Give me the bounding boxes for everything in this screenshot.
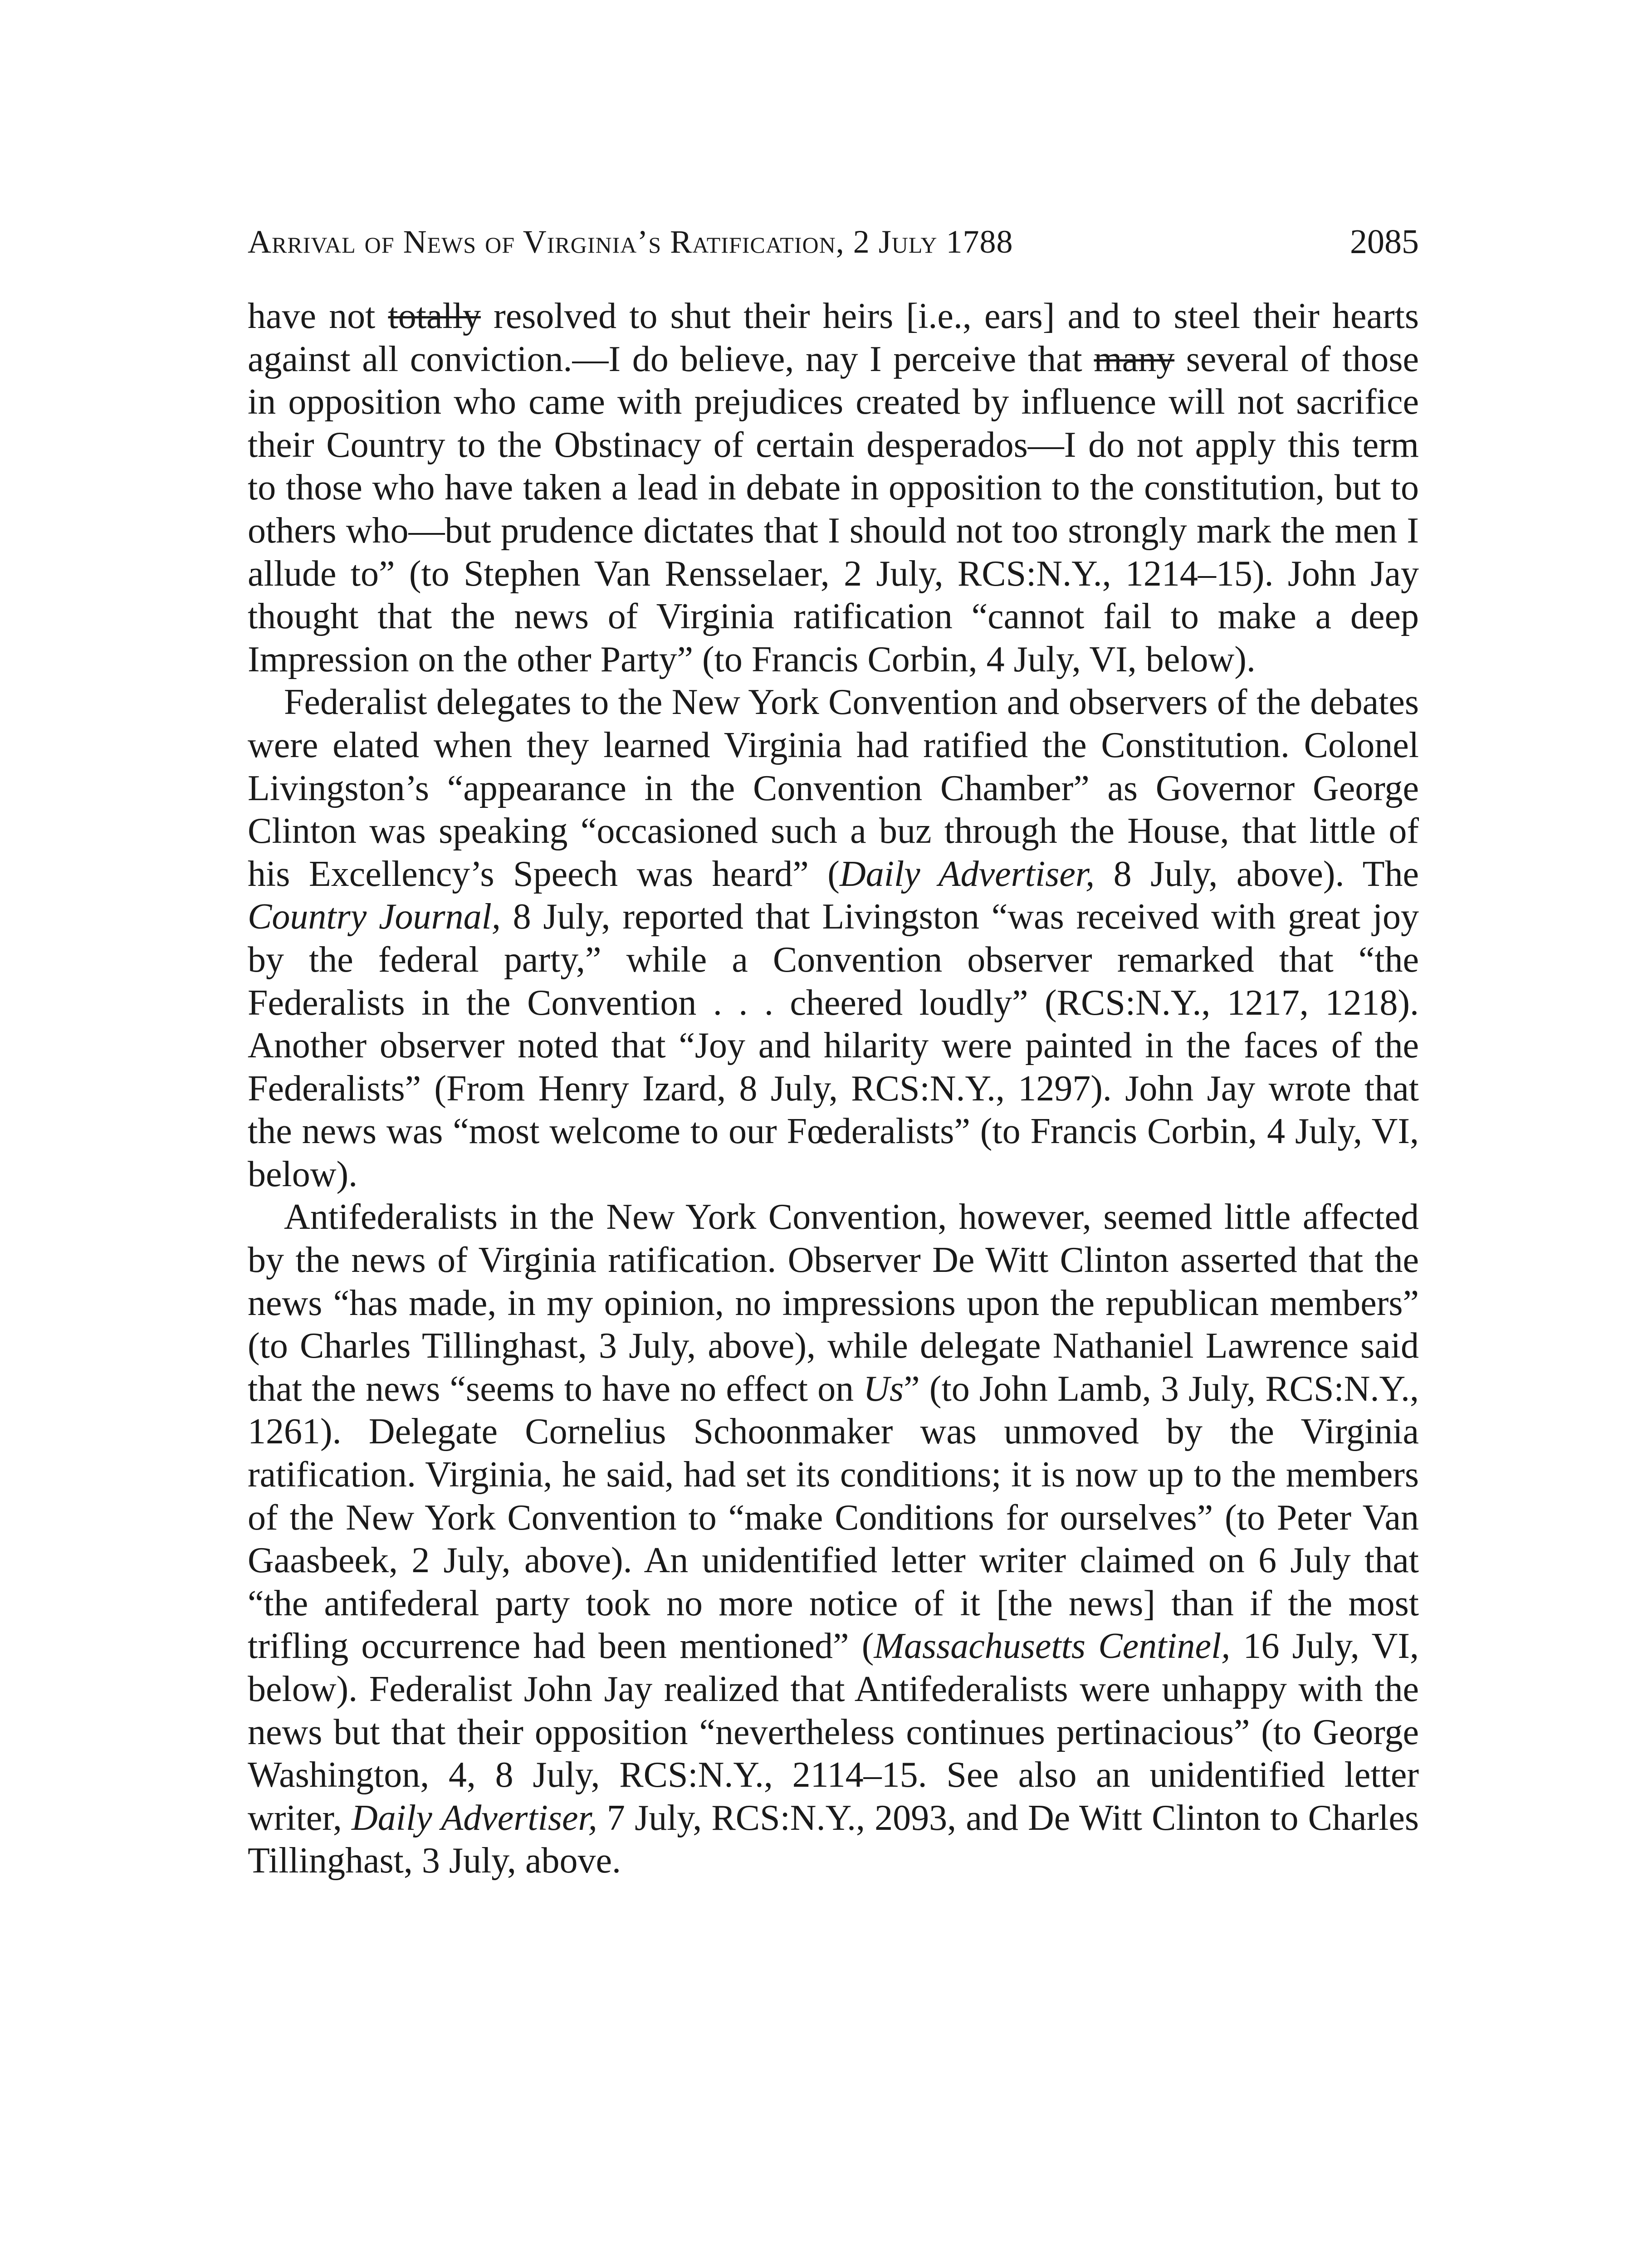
italic-title: Massachusetts Centinel, <box>874 1626 1231 1667</box>
text-run: 7 July, RCS:N.Y., 2093, and De Witt Clinton to Charles Tillinghast, 3 July, above. <box>248 1798 1419 1881</box>
text-run: Antifederalists in the New York Convention, however, seemed little affected by the news of Virginia ratification. Observer De Witt Clinton asserted that the news “has made, in my opinion, no impressions upon the republican members” (to Charles Tillinghast, 3 July, above), while delegate Nathaniel Lawrence said that the news “seems to have no effect on <box>248 1197 1419 1409</box>
italic-word: Us <box>863 1369 904 1409</box>
text-run: Federalist delegates to the New York Convention and observers of the debates were elated when they learned Virginia had ratified the Constitution. Colonel Livingston’s “appearance in the Convention Chamber” as Governor George Clinton was speaking “occasioned such a buz through the House, that little of his Excellency’s Speech was heard” ( <box>248 682 1419 894</box>
text-run: 8 July, reported that Livingston “was received with great joy by the federal party,” while a Convention observer remarked that “the Federalists in the Convention . . . cheered loudly” (RCS:N.Y., 1217, 1218). Another observer noted that “Joy and hilarity were painted in the faces of the Federalists” (From Henry Izard, 8 July, RCS:N.Y., 1297). John Jay wrote that the news was “most welcome to our Fœderalists” (to Francis Corbin, 4 July, VI, below). <box>248 897 1419 1194</box>
struck-word: many <box>1094 339 1175 379</box>
text-run: have not <box>248 296 388 336</box>
page-header <box>248 217 1419 267</box>
italic-title: Country Journal, <box>248 897 501 937</box>
text-run: several of those in opposition who came with prejudices created by influence will not sacrifice their Country to the Obstinacy of certain desperados—I do not apply this term to those who have taken a lead in debate in opposition to the constitution, but to others who—but prudence dictates that I should not too strongly mark the men I allude to” (to Stephen Van Rensselaer, 2 July, RCS:N.Y., 1214–15). John Jay thought that the news of Virginia ratification “cannot fail to make a deep Impression on the other Party” (to Francis Corbin, 4 July, VI, below). <box>248 339 1419 679</box>
text-run: 8 July, above). The <box>1095 854 1419 894</box>
text-run: 16 July, VI, below). Federalist John Jay realized that Antifederalists were unhappy with the news but that their opposition “nevertheless continues pertinacious” (to George Washington, 4, 8 July, RCS:N.Y., 2114–15. See also an unidentified letter writer, <box>248 1626 1419 1838</box>
paragraph-antifederalists <box>248 1196 1419 1882</box>
paragraph-continued <box>248 295 1419 681</box>
paragraph-federalists <box>248 681 1419 1196</box>
italic-title: Daily Advertiser, <box>351 1798 597 1838</box>
text-run: resolved to shut their heirs [i.e., ears] and to steel their hearts against all conviction.—I do believe, nay I perceive that <box>248 296 1419 379</box>
struck-word: totally <box>388 296 481 336</box>
body-text <box>248 295 1419 1882</box>
page-number: 2085 <box>1350 223 1419 261</box>
text-run: ” (to John Lamb, 3 July, RCS:N.Y., 1261). Delegate Cornelius Schoonmaker was unmoved by the Virginia ratification. Virginia, he said, had set its conditions; it is now up to the members of the New York Convention to “make Conditions for ourselves” (to Peter Van Gaasbeek, 2 July, above). An unidentified letter writer claimed on 6 July that “the antifederal party took no more notice of it [the news] than if the most trifling occurrence had been mentioned” ( <box>248 1369 1419 1667</box>
italic-title: Daily Advertiser, <box>839 854 1095 894</box>
running-head: Arrival of News of Virginia’s Ratification, 2 July 1788 <box>248 224 1013 260</box>
